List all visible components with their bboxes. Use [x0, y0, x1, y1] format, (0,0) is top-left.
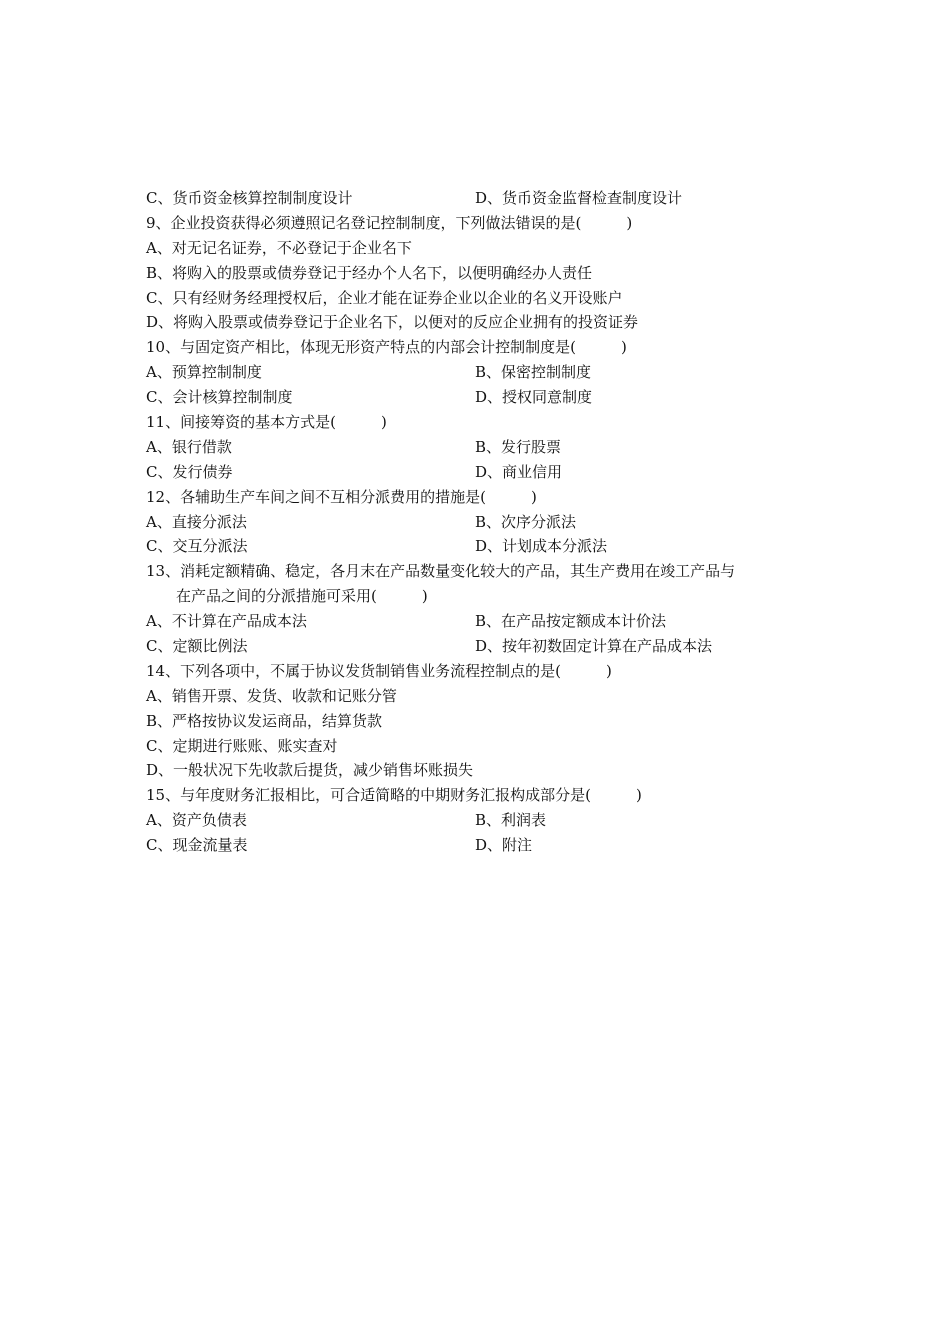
text-line: B、将购入的股票或债券登记于经办个人名下，以便明确经办人责任 [146, 263, 593, 282]
option-text-left: C、会计核算控制制度 [146, 388, 293, 407]
option-text-right: B、次序分派法 [475, 512, 577, 531]
option-text-left: C、发行债券 [146, 462, 233, 481]
text-line: C、定期进行账账、账实查对 [146, 736, 338, 755]
text-line: C、只有经财务经理授权后，企业才能在证券企业以企业的名义开设账户 [146, 288, 623, 307]
text-line: 15、与年度财务汇报相比，可合适简略的中期财务汇报构成部分是( ) [146, 786, 642, 805]
option-text-left: C、定额比例法 [146, 637, 248, 656]
option-row [146, 435, 846, 460]
option-text-left: C、现金流量表 [146, 836, 248, 855]
text-line: 12、各辅助生产车间之间不互相分派费用的措施是( ) [146, 487, 537, 506]
option-row [146, 360, 846, 385]
option-text-left: A、不计算在产品成本法 [146, 612, 307, 631]
option-text-right: B、在产品按定额成本计价法 [475, 612, 667, 631]
option-row [146, 808, 846, 833]
text-line: A、对无记名证券，不必登记于企业名下 [146, 238, 412, 257]
option-text-right: D、商业信用 [475, 462, 563, 481]
option-text-right: B、保密控制制度 [475, 363, 592, 382]
option-text-left: A、直接分派法 [146, 512, 247, 531]
text-line: 10、与固定资产相比，体现无形资产特点的内部会计控制制度是( ) [146, 338, 627, 357]
option-row [146, 510, 846, 535]
text-line: A、销售开票、发货、收款和记账分管 [146, 686, 397, 705]
text-line: D、一般状况下先收款后提货，减少销售坏账损失 [146, 761, 474, 780]
option-text-right: D、计划成本分派法 [475, 537, 608, 556]
option-text-left: A、银行借款 [146, 437, 232, 456]
option-text-right: D、附注 [475, 836, 533, 855]
option-text-right: D、货币资金监督检查制度设计 [475, 189, 683, 207]
option-row [146, 833, 846, 858]
option-text-right: D、按年初数固定计算在产品成本法 [475, 637, 713, 656]
option-row [146, 460, 846, 485]
option-text-left: C、货币资金核算控制制度设计 [146, 189, 353, 207]
option-row [146, 534, 846, 559]
text-line: D、将购入股票或债券登记于企业名下，以便对的反应企业拥有的投资证券 [146, 313, 639, 332]
option-text-right: B、发行股票 [475, 437, 562, 456]
text-line: 9、企业投资获得必须遵照记名登记控制制度，下列做法错误的是( ) [146, 213, 633, 232]
option-text-right: B、利润表 [475, 811, 547, 830]
option-row [146, 186, 846, 211]
text-line: 11、间接筹资的基本方式是( ) [146, 413, 387, 432]
option-row [146, 609, 846, 634]
option-text-left: C、交互分派法 [146, 537, 248, 556]
option-text-left: A、预算控制制度 [146, 363, 262, 382]
option-row [146, 385, 846, 410]
text-line: 14、下列各项中，不属于协议发货制销售业务流程控制点的是( ) [146, 661, 612, 680]
text-line: 13、消耗定额精确、稳定，各月末在产品数量变化较大的产品，其生产费用在竣工产品与 [146, 562, 736, 581]
option-row [146, 634, 846, 659]
option-text-right: D、授权同意制度 [475, 388, 593, 407]
option-text-left: A、资产负债表 [146, 811, 247, 830]
text-line: B、严格按协议发运商品，结算货款 [146, 711, 383, 730]
question-continuation: 在产品之间的分派措施可采用( ) [176, 587, 428, 606]
document-body [146, 186, 846, 858]
